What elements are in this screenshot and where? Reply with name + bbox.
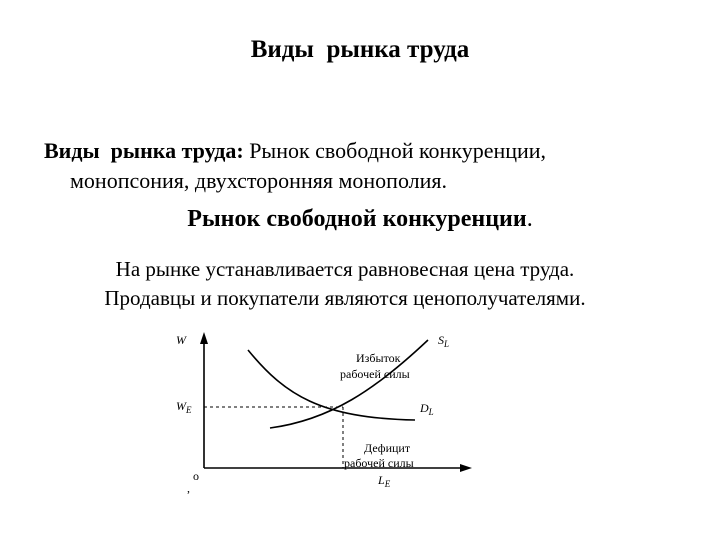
- supply-curve: [270, 340, 428, 428]
- deficit-label-line-1: Дефицит: [364, 441, 411, 455]
- surplus-label-line-1: Избыток: [356, 351, 401, 365]
- demand-label: $D_L$: [420, 401, 434, 417]
- labor-equilibrium-label: $L_E$: [378, 473, 391, 489]
- origin-tick: ,: [187, 481, 190, 495]
- market-types-first: Рынок свободной конкуренции,: [243, 138, 547, 163]
- description-line-1: На рынке устанавливается равновесная цена труда.: [115, 257, 575, 281]
- wage-equilibrium-label: $W_E$: [176, 399, 192, 415]
- deficit-label-line-2: рабочей силы: [344, 456, 414, 470]
- description-line-2: Продавцы и покупатели являются ценополучателями.: [104, 286, 586, 310]
- y-axis-arrow: [200, 332, 208, 344]
- section-heading-text: Рынок свободной конкуренции: [187, 206, 527, 232]
- slide-title: Виды рынка труда: [250, 36, 470, 63]
- y-axis-label: W: [176, 333, 186, 347]
- market-types-continuation: монопсония, двухсторонняя монополия.: [70, 168, 448, 193]
- surplus-label-line-2: рабочей силы: [340, 367, 410, 381]
- x-axis-arrow: [460, 464, 472, 472]
- origin-label: o: [193, 469, 199, 483]
- supply-label: $S_L$: [438, 333, 450, 349]
- section-heading-period: .: [526, 206, 533, 232]
- market-types-lead: Виды рынка труда:: [44, 138, 244, 163]
